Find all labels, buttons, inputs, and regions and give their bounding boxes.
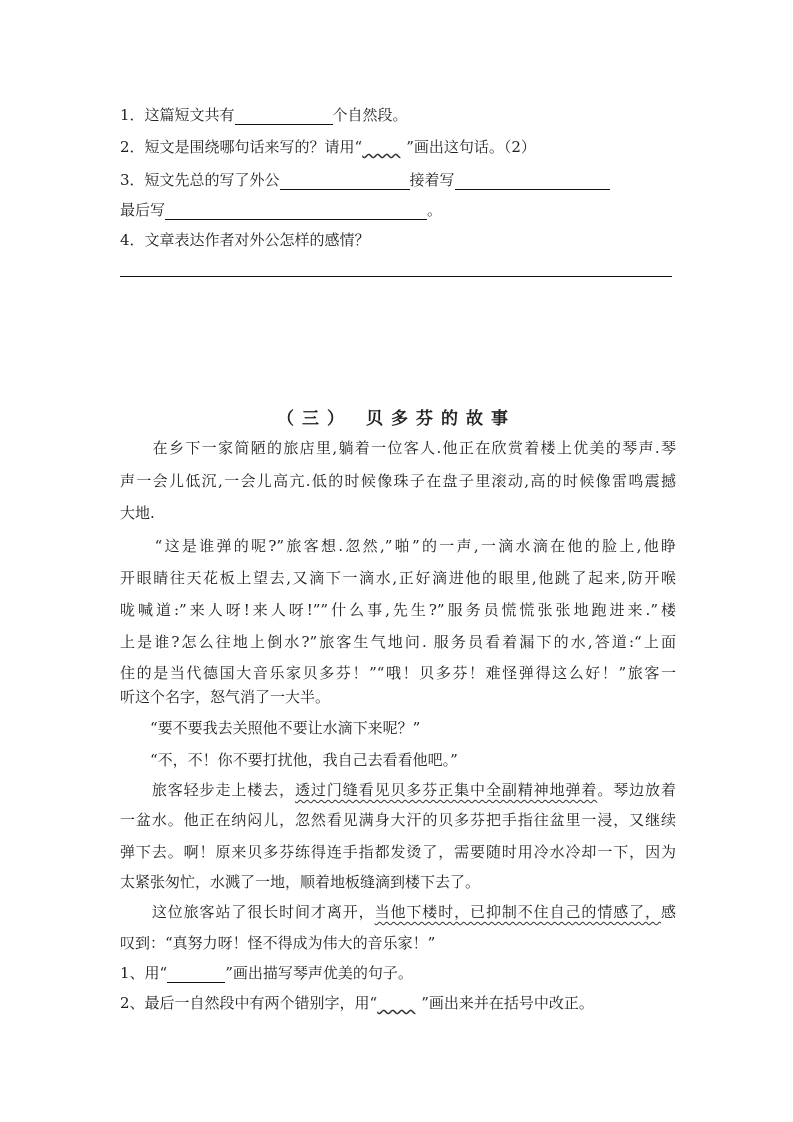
question-3-continued <box>120 200 442 220</box>
story-line <box>120 718 420 738</box>
story-line <box>120 632 676 652</box>
question-text: 个自然段。 <box>332 106 408 124</box>
wavy-line-mark <box>362 137 406 151</box>
story-text: “不，不！你不要打扰他，我自己去看看他吧。” <box>120 751 458 769</box>
story-text: 在乡下一家简陋的旅店里,躺着一位客人.他正在欣赏着楼上优美的琴声.琴 <box>120 439 676 457</box>
question-text: 接着写 <box>409 171 455 189</box>
story-title: （三） 贝多芬的故事 <box>277 409 516 429</box>
question-1 <box>120 105 408 125</box>
question-text: ”画出来并在括号中改正。 <box>421 994 594 1012</box>
story-text: “要不要我去关照他不要让水滴下来呢？” <box>120 719 421 737</box>
question-text: 2、最后一自然段中有两个错别字，用“ <box>120 994 378 1012</box>
question-text: ”画出描写琴声优美的句子。 <box>225 964 413 982</box>
question-text: ”画出这句话。（2） <box>406 138 536 156</box>
story-line <box>120 687 330 707</box>
story-line <box>120 780 676 800</box>
story-line <box>120 872 480 892</box>
question-text: 最后写 <box>120 201 166 219</box>
answer-blank[interactable] <box>455 173 610 190</box>
story-line <box>120 750 458 770</box>
story-text: 旅客轻步走上楼去， <box>120 781 296 799</box>
question-text: 。 <box>427 201 443 219</box>
question-b1 <box>120 963 413 983</box>
story-line <box>120 438 676 458</box>
wavy-underlined-text: 透过门缝看见贝多芬正集中全副精神地弹着 <box>295 781 598 799</box>
question-text: 1、用“ <box>120 964 168 982</box>
question-text: 4．文章表达作者对外公怎样的感情？ <box>120 231 370 249</box>
answer-blank[interactable] <box>235 108 333 125</box>
story-line <box>120 568 676 588</box>
question-3 <box>120 170 610 190</box>
wavy-underlined-text: 当他下楼时，已抑制不住自己的情感了， <box>374 903 661 921</box>
story-text: 咙喊道:”来人呀!来人呀!””什么事,先生?”服务员慌慌张张地跑进来.”楼 <box>120 601 676 619</box>
question-b2 <box>120 993 594 1013</box>
story-text: 上是谁?怎么往地上倒水?”旅客生气地问. 服务员看着漏下的水,答道:“上面 <box>120 633 676 651</box>
story-line <box>120 536 676 556</box>
story-text: 听这个名字，怒气消了一大半。 <box>120 688 331 706</box>
answer-blank[interactable] <box>165 203 427 220</box>
question-2 <box>120 137 536 157</box>
answer-line[interactable] <box>120 276 672 277</box>
story-line <box>120 471 676 491</box>
question-4 <box>120 230 370 250</box>
story-line <box>120 902 676 922</box>
story-line <box>120 503 155 523</box>
story-line <box>120 933 435 953</box>
story-line <box>120 600 676 620</box>
story-text: 开眼睛往天花板上望去,又滴下一滴水,正好滴进他的眼里,他跳了起来,防开喉 <box>120 569 676 587</box>
straight-line-mark <box>167 966 225 983</box>
story-text: 这位旅客站了很长时间才离开， <box>120 903 375 921</box>
wavy-line-mark <box>377 993 421 1007</box>
question-text: 3．短文先总的写了外公 <box>120 171 280 189</box>
story-text: 叹到：“真努力呀！怪不得成为伟大的音乐家！” <box>120 934 436 952</box>
answer-blank[interactable] <box>280 173 410 190</box>
story-line <box>120 663 676 683</box>
story-text: “这是谁弹的呢?”旅客想.忽然,”啪”的一声,一滴水滴在他的脸上,他睁 <box>120 537 676 555</box>
story-text: 感 <box>660 903 676 921</box>
story-line <box>120 810 676 830</box>
question-text: 1．这篇短文共有 <box>120 106 235 124</box>
story-text: 一盆水。他正在纳闷儿，忽然看见满身大汗的贝多芬把手指往盆里一浸，又继续 <box>120 811 676 829</box>
question-text: 2．短文是围绕哪句话来写的？请用“ <box>120 138 363 156</box>
story-text: 太紧张匆忙，水溅了一地，顺着地板缝滴到楼下去了。 <box>120 873 481 891</box>
story-line <box>120 842 676 862</box>
story-text: 弹下去。啊！原来贝多芬练得连手指都发烫了，需要随时用冷水冷却一下，因为 <box>120 843 676 861</box>
story-text: 声一会儿低沉,一会儿高亢.低的时候像珠子在盘子里滚动,高的时候像雷鸣震撼 <box>120 472 676 490</box>
story-text: 大地. <box>120 504 155 522</box>
story-text: 。琴边放着 <box>597 781 676 799</box>
story-text: 住的是当代德国大音乐家贝多芬！”“哦！贝多芬！难怪弹得这么好！”旅客一 <box>120 664 676 682</box>
